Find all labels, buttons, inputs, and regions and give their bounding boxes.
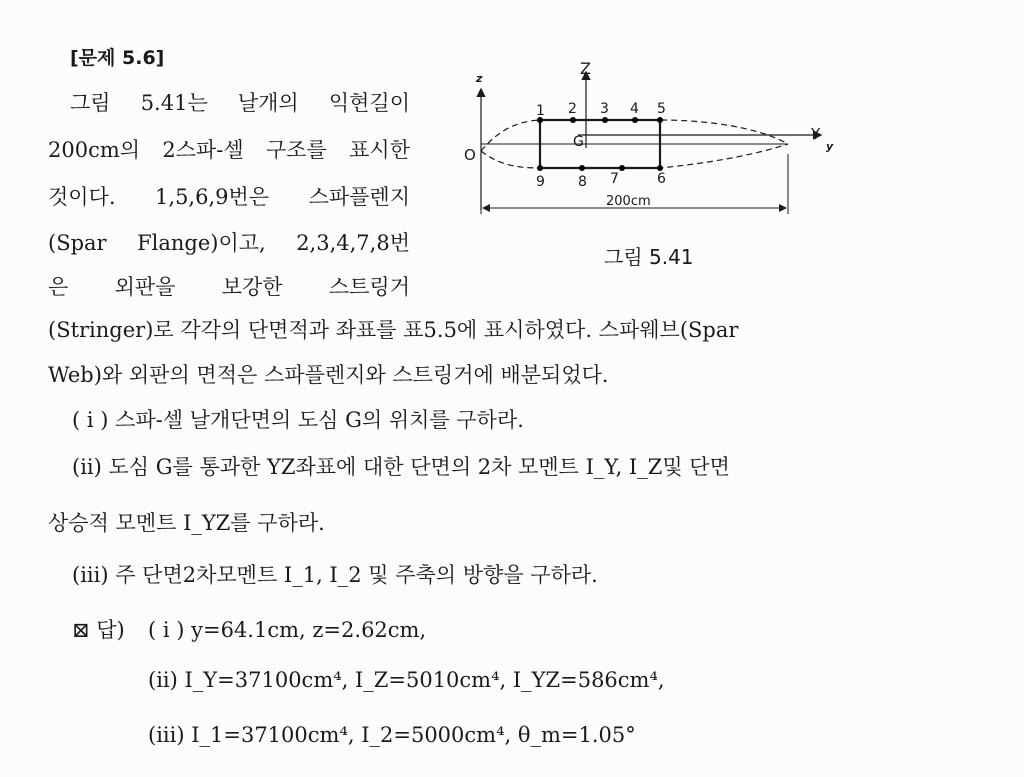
label-node-5: 5 xyxy=(657,101,666,117)
label-dimension: 200cm xyxy=(606,194,651,209)
question-1: ( i ) 스파-셀 날개단면의 도심 G의 위치를 구하라. xyxy=(72,408,524,432)
text-line-2: 200cm의 2스파-셀 구조를 표시한 xyxy=(48,138,410,162)
answer-label: ⊠ 답) xyxy=(72,618,125,642)
text-line-3: 것이다. 1,5,6,9번은 스파플렌지 xyxy=(48,185,410,209)
node-5 xyxy=(657,117,663,123)
answer-line-3: (iii) I_1=37100cm⁴, I_2=5000cm⁴, θ_m=1.05° xyxy=(148,723,636,747)
question-2b: 상승적 모멘트 I_YZ를 구하라. xyxy=(48,511,325,535)
label-centroid: G xyxy=(573,134,584,150)
question-2a: (ii) 도심 G를 통과한 YZ좌표에 대한 단면의 2차 모멘트 I_Y, I_Z및 단면 xyxy=(72,455,730,479)
label-node-2: 2 xyxy=(568,101,577,117)
text-line-5: 은 외판을 보강한 스트링거 xyxy=(48,275,410,299)
node-4 xyxy=(632,117,638,123)
node-7 xyxy=(619,165,625,171)
wing-section-figure xyxy=(460,58,840,238)
figure-caption: 그림 5.41 xyxy=(604,245,694,269)
label-node-1: 1 xyxy=(536,103,545,119)
text-line-1: 그림 5.41는 날개의 익현길이 xyxy=(70,91,410,115)
node-9 xyxy=(537,165,543,171)
lower-skin xyxy=(481,144,788,168)
label-node-8: 8 xyxy=(578,174,587,190)
node-8 xyxy=(579,165,585,171)
text-line-4: (Spar Flange)이고, 2,3,4,7,8번 xyxy=(48,231,410,255)
label-z: z xyxy=(476,72,483,85)
node-3 xyxy=(602,117,608,123)
node-2 xyxy=(570,117,576,123)
answer-line-2: (ii) I_Y=37100cm⁴, I_Z=5010cm⁴, I_YZ=586cm⁴, xyxy=(148,668,665,692)
label-node-6: 6 xyxy=(657,171,666,187)
question-3: (iii) 주 단면2차모멘트 I_1, I_2 및 주축의 방향을 구하라. xyxy=(72,563,598,587)
label-origin: O xyxy=(464,146,476,164)
label-Z: Z xyxy=(580,59,591,78)
label-node-9: 9 xyxy=(536,174,545,190)
label-node-4: 4 xyxy=(630,101,639,117)
label-Y: Y xyxy=(811,125,821,143)
label-y: y xyxy=(826,140,834,153)
label-node-3: 3 xyxy=(600,101,609,117)
text-line-7: Web)와 외판의 면적은 스파플렌지와 스트링거에 배분되었다. xyxy=(48,363,609,387)
label-node-7: 7 xyxy=(610,171,619,187)
answer-line-1: ( i ) y=64.1cm, z=2.62cm, xyxy=(148,618,427,642)
problem-header: [문제 5.6] xyxy=(70,47,165,69)
text-line-6: (Stringer)로 각각의 단면적과 좌표를 표5.5에 표시하였다. 스파웨브(Spar xyxy=(48,318,739,342)
